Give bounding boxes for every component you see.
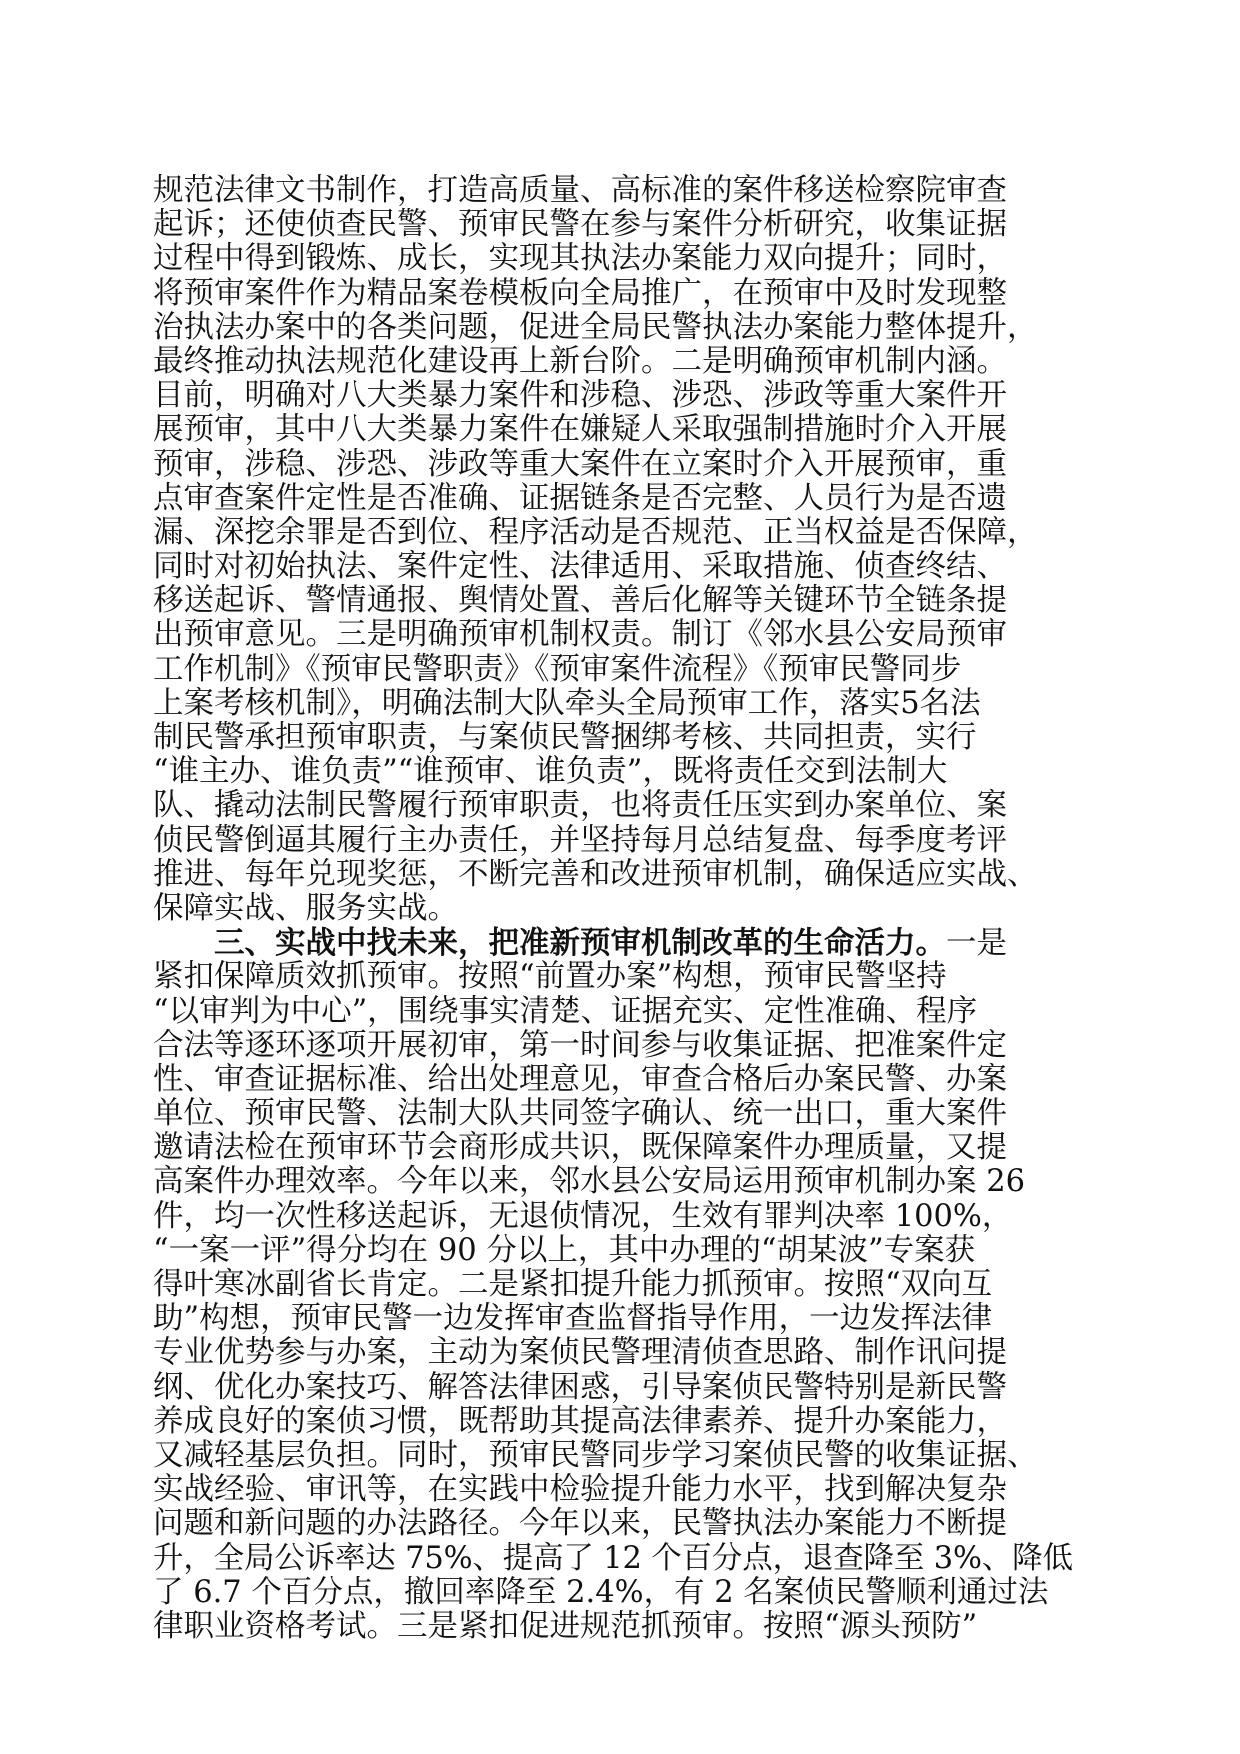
- text-line: “以审判为中心”，围绕事实清楚、证据充实、定性准确、程序: [153, 993, 978, 1029]
- text-line: 纲、优化办案技巧、解答法律困惑，引导案侦民警特别是新民警: [153, 1369, 1007, 1405]
- text-line: 漏、深挖余罪是否到位、程序活动是否规范、正当权益是否保障，: [153, 514, 1038, 550]
- text-line: 邀请法检在预审环节会商形成共识，既保障案件办理质量，又提: [153, 1130, 1007, 1166]
- text-line: 性、审查证据标准、给出处理意见，审查合格后办案民警、办案: [153, 1061, 1007, 1097]
- text-line: 过程中得到锻炼、成长，实现其执法办案能力双向提升；同时，: [153, 241, 1007, 277]
- text-line: 高案件办理效率。今年以来，邻水县公安局运用预审机制办案 26: [153, 1164, 1026, 1200]
- text-line: 队、撬动法制民警履行预审职责，也将责任压实到办案单位、案: [153, 788, 1007, 824]
- text-line: 移送起诉、警情通报、舆情处置、善后化解等关键环节全链条提: [153, 583, 1007, 619]
- text-line: 工作机制》《预审民警职责》《预审案件流程》《预审民警同步: [153, 651, 962, 687]
- text-line: 目前，明确对八大类暴力案件和涉稳、涉恐、涉政等重大案件开: [153, 378, 1007, 414]
- text-line: 紧扣保障质效抓预审。按照“前置办案”构想，预审民警坚持: [153, 959, 947, 995]
- text-line: 养成良好的案侦习惯，既帮助其提高法律素养、提升办案能力，: [153, 1403, 1007, 1439]
- text-line: 最终推动执法规范化建设再上新台阶。二是明确预审机制内涵。: [153, 343, 1007, 379]
- text-line: 保障实战、服务实战。: [153, 890, 458, 926]
- text-line: 起诉；还使侦查民警、预审民警在参与案件分析研究，收集证据: [153, 207, 1007, 243]
- text-line: 推进、每年兑现奖惩，不断完善和改进预审机制，确保适应实战、: [153, 856, 1038, 892]
- body-text: [153, 174, 1073, 1644]
- text-line: 展预审，其中八大类暴力案件在嫌疑人采取强制措施时介入开展: [153, 412, 1007, 448]
- text-line: 得叶寒冰副省长肯定。二是紧扣提升能力抓预审。按照“双向互: [153, 1267, 993, 1302]
- text-line: 治执法办案中的各类问题，促进全局民警执法办案能力整体提升，: [153, 309, 1038, 345]
- text-line: 件，均一次性移送起诉，无退侦情况，生效有罪判决率 100%，: [153, 1198, 1013, 1234]
- text-line: 规范法律文书制作，打造高质量、高标准的案件移送检察院审查: [153, 173, 1007, 208]
- text-line: 同时对初始执法、案件定性、法律适用、采取措施、侦查终结、: [153, 549, 1007, 585]
- text-line: 实战经验、审讯等，在实践中检验提升能力水平，找到解决复杂: [153, 1472, 1007, 1508]
- text-line: 单位、预审民警、法制大队共同签字确认、统一出口，重大案件: [153, 1096, 1007, 1132]
- text-line: 将预审案件作为精品案卷模板向全局推广，在预审中及时发现整: [153, 275, 1007, 311]
- text-line: 预审，涉稳、涉恐、涉政等重大案件在立案时介入开展预审，重: [153, 446, 1007, 482]
- section3-heading: 三、实战中找未来，把准新预审机制改革的生命活力。: [214, 925, 946, 962]
- text-line: 又减轻基层负担。同时，预审民警同步学习案侦民警的收集证据、: [153, 1437, 1038, 1473]
- section3-heading-tail: 一是: [946, 926, 1007, 962]
- text-line: 上案考核机制》，明确法制大队牵头全局预审工作，落实5名法: [153, 685, 981, 721]
- text-line: 制民警承担预审职责，与案侦民警捆绑考核、共同担责，实行: [153, 720, 977, 755]
- text-line: “一案一评”得分均在 90 分以上，其中办理的“胡某波”专案获: [153, 1232, 976, 1268]
- text-line: 问题和新问题的办法路径。今年以来，民警执法办案能力不断提: [153, 1506, 1007, 1542]
- text-line: 助”构想，预审民警一边发挥审查监督指导作用，一边发挥法律: [153, 1301, 993, 1337]
- text-line: 出预审意见。三是明确预审机制权责。制订《邻水县公安局预审: [153, 617, 1007, 653]
- section3-heading-line: [153, 926, 1073, 960]
- text-line: 了 6.7 个百分点，撤回率降至 2.4%，有 2 名案侦民警顺利通过法: [153, 1574, 1049, 1610]
- text-line: “谁主办、谁负责”“谁预审、谁负责”，既将责任交到法制大: [153, 754, 948, 790]
- text-line: 合法等逐环逐项开展初审，第一时间参与收集证据、把准案件定: [153, 1027, 1007, 1063]
- text-line: 点审查案件定性是否准确、证据链条是否完整、人员行为是否遗: [153, 480, 1007, 516]
- text-line: 专业优势参与办案，主动为案侦民警理清侦查思路、制作讯问提: [153, 1335, 1007, 1371]
- text-line: 律职业资格考试。三是紧扣促进规范抓预审。按照“源头预防”: [153, 1608, 978, 1644]
- text-line: 升，全局公诉率达 75%、提高了 12 个百分点，退查降至 3%、降低: [153, 1540, 1073, 1576]
- text-line: 侦民警倒逼其履行主办责任，并坚持每月总结复盘、每季度考评: [153, 822, 1007, 858]
